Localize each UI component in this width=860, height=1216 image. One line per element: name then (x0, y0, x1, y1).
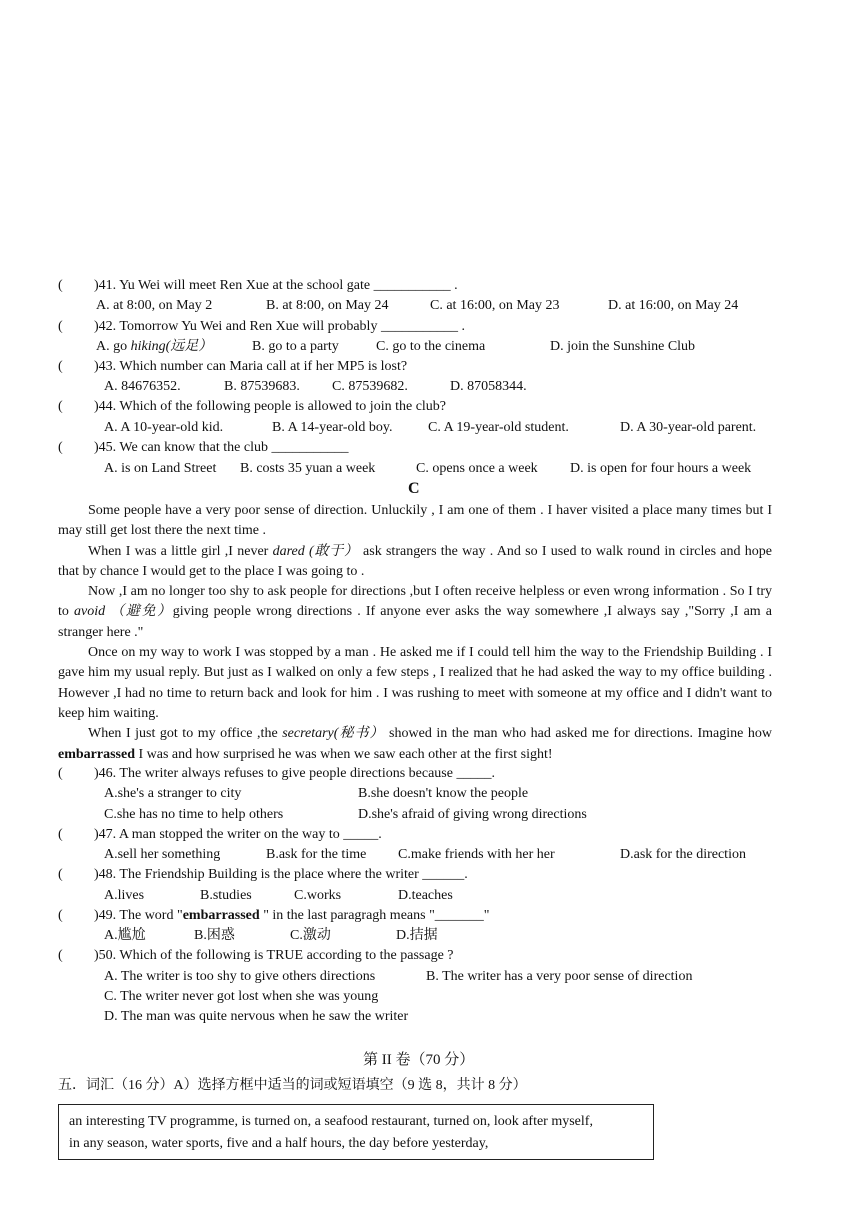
paragraph-5-text-b: showed in the man who had asked me for directions. Imagine how (384, 726, 773, 742)
option-d: D. A 30-year-old parent. (620, 420, 757, 435)
option-b: B. A 14-year-old boy. (272, 420, 393, 435)
option-c: C.works (294, 888, 342, 903)
question-49 (58, 906, 490, 926)
option-b: B.she doesn't know the people (358, 786, 529, 801)
option-b: B.studies (200, 888, 252, 903)
option-d: D. at 16:00, on May 24 (608, 298, 739, 313)
question-stem: The writer always refuses to give people directions because _____. (119, 766, 495, 781)
option-d: D. 87058344. (450, 379, 527, 394)
question-stem: Which of the following people is allowed to join the club? (119, 399, 447, 414)
question-number: )50. (94, 948, 117, 963)
question-number: )43. (94, 359, 117, 374)
answer-paren: ( (58, 827, 63, 842)
paragraph-5 (58, 724, 772, 765)
question-number: )45. (94, 440, 117, 455)
question-stem: Tomorrow Yu Wei and Ren Xue will probably ___________ . (119, 319, 465, 334)
option-d: D.ask for the direction (620, 847, 746, 862)
option-b: B. costs 35 yuan a week (240, 461, 376, 476)
question-42 (58, 317, 465, 337)
option-c: C. 87539682. (332, 379, 408, 394)
option-c: C.she has no time to help others (104, 807, 284, 822)
answer-paren: ( (58, 319, 63, 334)
option-a: A. The writer is too shy to give others directions (104, 969, 376, 984)
option-d: D. is open for four hours a week (570, 461, 752, 476)
volume-title: 第 II 卷（70 分） (363, 1052, 475, 1068)
answer-paren: ( (58, 399, 63, 414)
question-number: )46. (94, 766, 117, 781)
option-a: A.she's a stranger to city (104, 786, 242, 801)
question-number: )47. (94, 827, 117, 842)
question-number: )48. (94, 867, 117, 882)
question-44 (58, 397, 446, 417)
option-c: C.make friends with her her (398, 847, 555, 862)
question-stem: Which number can Maria call at if her MP5 is lost? (119, 359, 408, 374)
answer-paren: ( (58, 278, 63, 293)
paragraph-3-text-a: Now ,I am no longer too shy to ask people for directions ,but I often receive helpless or even wrong information . So I try to (58, 584, 772, 620)
option-b: B. The writer has a very poor sense of direction (426, 969, 693, 984)
option-a: A. A 10-year-old kid. (104, 420, 224, 435)
paragraph-3-text-b: giving people wrong directions . If anyone ever asks the way somewhere ,I always say ,"Sorry ,I am a stranger here ." (58, 604, 773, 640)
paragraph-1: Some people have a very poor sense of direction. Unluckily , I am one of them . I haver visited a place many times but I may still get lost there the next time . (58, 503, 772, 539)
word-bank-box (58, 1104, 654, 1160)
option-a: A.尴尬 (104, 928, 146, 943)
paragraph-2-text-b: ask strangers the way . And so I used to walk round in circles and hope that by chance I would get to the place I was going to . (58, 543, 772, 579)
option-c: C.激动 (290, 928, 331, 943)
question-48 (58, 865, 468, 885)
paragraph-3-italic: avoid （避免） (74, 604, 173, 620)
option-c: C. The writer never got lost when she was young (104, 989, 379, 1004)
option-a (96, 337, 212, 357)
section-5-heading: 五．词汇（16 分）A）选择方框中适当的词或短语填空（9 选 8，共计 8 分） (58, 1078, 527, 1093)
option-b: B. go to a party (252, 339, 339, 354)
paragraph-5-text-c: I was and how surprised he was when we saw each other at the first sight! (135, 746, 553, 762)
question-stem-b: " in the last paragragh means "_______" (259, 908, 490, 923)
option-a: A. is on Land Street (104, 461, 217, 476)
option-d: D. The man was quite nervous when he saw the writer (104, 1009, 409, 1024)
answer-paren: ( (58, 359, 63, 374)
answer-paren: ( (58, 766, 63, 781)
reading-passage (58, 501, 772, 765)
option-d: D. join the Sunshine Club (550, 339, 696, 354)
option-d: D.teaches (398, 888, 453, 903)
question-number: )49. (94, 908, 117, 923)
paragraph-3 (58, 582, 772, 643)
question-47 (58, 825, 382, 845)
paragraph-2-italic: dared (敢于） (272, 543, 359, 559)
question-stem: We can know that the club ___________ (119, 440, 349, 455)
option-a: A. at 8:00, on May 2 (96, 298, 213, 313)
paragraph-2-text-a: When I was a little girl ,I never (88, 543, 273, 559)
option-c: C. opens once a week (416, 461, 538, 476)
answer-paren: ( (58, 440, 63, 455)
paragraph-5-bold: embarrassed (58, 746, 135, 762)
answer-paren: ( (58, 908, 63, 923)
option-b: B. at 8:00, on May 24 (266, 298, 389, 313)
paragraph-5-text-a: When I just got to my office ,the (88, 726, 283, 742)
answer-paren: ( (58, 867, 63, 882)
paragraph-5-italic: secretary(秘书） (282, 726, 385, 742)
question-45 (58, 438, 348, 458)
option-c: C. A 19-year-old student. (428, 420, 569, 435)
paragraph-4: Once on my way to work I was stopped by a man . He asked me if I could tell him the way to the Friendship Building . I gave him my usual reply. But just as I walked on only a few steps , I realized that he had asked the way to my office building . However ,I had no time to return back and look for him . I was rushing to meet with someone at my office and I didn't want to keep him waiting. (58, 645, 772, 721)
question-stem: A man stopped the writer on the way to _____. (118, 827, 382, 842)
option-d: D.she's afraid of giving wrong directions (358, 807, 587, 822)
question-stem: Yu Wei will meet Ren Xue at the school gate ___________ . (119, 278, 458, 293)
option-c: C. at 16:00, on May 23 (430, 298, 560, 313)
question-number: )44. (94, 399, 117, 414)
question-41 (58, 276, 458, 296)
question-stem-bold: embarrassed (182, 908, 260, 923)
word-bank-line-1: an interesting TV programme, is turned on, a seafood restaurant, turned on, look after myself, (69, 1114, 593, 1129)
option-a-text: A. go (96, 339, 131, 354)
question-stem: The Friendship Building is the place where the writer ______. (119, 867, 468, 882)
question-46 (58, 764, 495, 784)
word-bank-line-2: in any season, water sports, five and a half hours, the day before yesterday, (69, 1136, 489, 1151)
question-number: )42. (94, 319, 117, 334)
option-a: A.sell her something (104, 847, 221, 862)
question-stem-a: The word " (119, 908, 183, 923)
option-c: C. go to the cinema (376, 339, 486, 354)
option-b: B.ask for the time (266, 847, 367, 862)
question-stem: Which of the following is TRUE according to the passage ? (119, 948, 454, 963)
section-c-title: C (408, 480, 420, 497)
paragraph-2 (58, 542, 772, 583)
question-43 (58, 357, 407, 377)
option-b: B.困惑 (194, 928, 235, 943)
option-a-italic: hiking(远足） (130, 339, 213, 354)
option-a: A.lives (104, 888, 145, 903)
option-d: D.拮据 (396, 928, 438, 943)
option-a: A. 84676352. (104, 379, 181, 394)
question-50 (58, 946, 454, 966)
question-number: )41. (94, 278, 117, 293)
answer-paren: ( (58, 948, 63, 963)
option-b: B. 87539683. (224, 379, 300, 394)
